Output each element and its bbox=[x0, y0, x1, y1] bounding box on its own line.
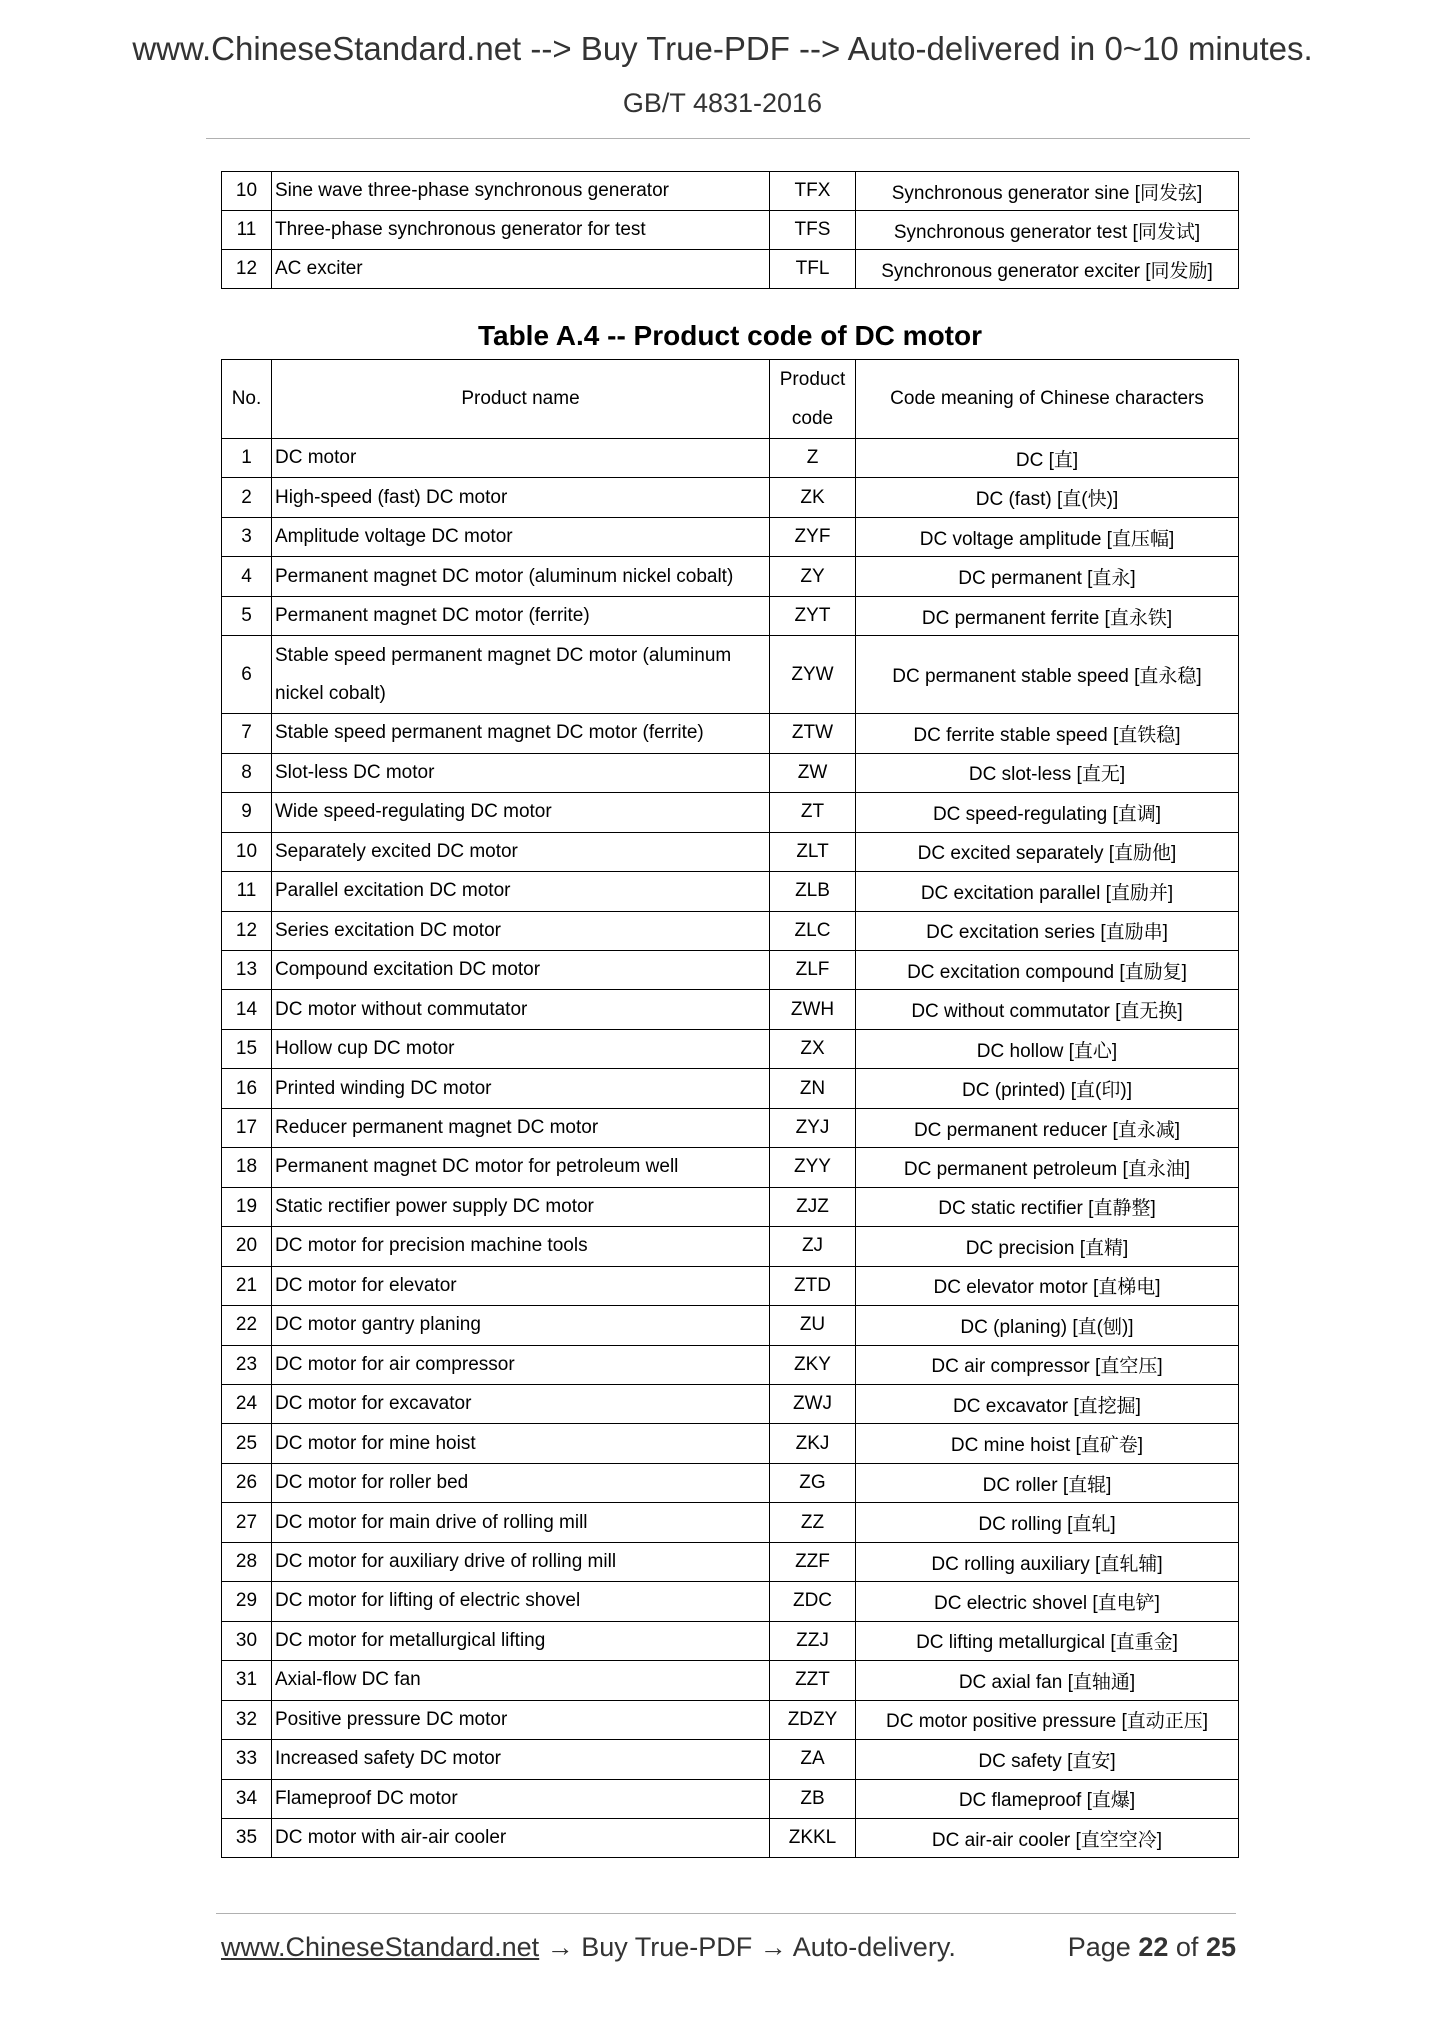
product-code: ZYF bbox=[770, 517, 856, 556]
code-meaning: DC [直] bbox=[856, 439, 1239, 478]
table-row bbox=[222, 832, 1239, 871]
product-name: DC motor for roller bed bbox=[272, 1463, 770, 1502]
standard-number: GB/T 4831-2016 bbox=[622, 88, 823, 118]
product-name: Axial-flow DC fan bbox=[272, 1661, 770, 1700]
table-row bbox=[222, 1384, 1239, 1423]
product-code: ZKKL bbox=[770, 1818, 856, 1857]
table-row bbox=[222, 1503, 1239, 1542]
header-banner: www.ChineseStandard.net --> Buy True-PDF --> Auto-delivered in 0~10 minutes. bbox=[132, 30, 1313, 67]
product-name: Permanent magnet DC motor (ferrite) bbox=[272, 596, 770, 635]
row-number: 21 bbox=[222, 1266, 272, 1305]
continuation-table bbox=[221, 171, 1239, 289]
product-code: ZWH bbox=[770, 990, 856, 1029]
product-code: ZU bbox=[770, 1306, 856, 1345]
product-code: ZYT bbox=[770, 596, 856, 635]
product-name: DC motor for auxiliary drive of rolling mill bbox=[272, 1542, 770, 1581]
table-row bbox=[222, 1818, 1239, 1857]
product-name: DC motor for metallurgical lifting bbox=[272, 1621, 770, 1660]
product-code: ZJZ bbox=[770, 1187, 856, 1226]
code-meaning: DC excitation series [直励串] bbox=[856, 911, 1239, 950]
code-meaning: DC rolling [直轧] bbox=[856, 1503, 1239, 1542]
row-number: 31 bbox=[222, 1661, 272, 1700]
product-code: TFL bbox=[770, 250, 856, 289]
row-number: 12 bbox=[222, 911, 272, 950]
code-meaning: DC roller [直辊] bbox=[856, 1463, 1239, 1502]
code-meaning: DC lifting metallurgical [直重金] bbox=[856, 1621, 1239, 1660]
table-row bbox=[222, 1542, 1239, 1581]
product-code: ZYY bbox=[770, 1148, 856, 1187]
product-code: ZN bbox=[770, 1069, 856, 1108]
product-name: AC exciter bbox=[272, 250, 770, 289]
code-meaning: DC voltage amplitude [直压幅] bbox=[856, 517, 1239, 556]
product-code: ZJ bbox=[770, 1227, 856, 1266]
row-number: 11 bbox=[222, 872, 272, 911]
row-number: 14 bbox=[222, 990, 272, 1029]
table-row bbox=[222, 557, 1239, 596]
table-row bbox=[222, 1108, 1239, 1147]
row-number: 22 bbox=[222, 1306, 272, 1345]
code-meaning: DC speed-regulating [直调] bbox=[856, 793, 1239, 832]
table-row bbox=[222, 1069, 1239, 1108]
row-number: 3 bbox=[222, 517, 272, 556]
code-meaning: DC (printed) [直(印)] bbox=[856, 1069, 1239, 1108]
footer-site-link[interactable]: www.ChineseStandard.net bbox=[221, 1932, 540, 1962]
code-meaning: DC axial fan [直轴通] bbox=[856, 1661, 1239, 1700]
product-code: ZDZY bbox=[770, 1700, 856, 1739]
footer-divider bbox=[216, 1913, 1236, 1914]
code-meaning: DC ferrite stable speed [直铁稳] bbox=[856, 714, 1239, 753]
table-row bbox=[222, 1621, 1239, 1660]
product-name: Hollow cup DC motor bbox=[272, 1029, 770, 1068]
table-row bbox=[222, 753, 1239, 792]
product-name: Static rectifier power supply DC motor bbox=[272, 1187, 770, 1226]
product-name: Stable speed permanent magnet DC motor (ferrite) bbox=[272, 714, 770, 753]
dc-motor-code-table bbox=[221, 359, 1239, 1858]
table-row bbox=[222, 1029, 1239, 1068]
table-row bbox=[222, 872, 1239, 911]
row-number: 35 bbox=[222, 1818, 272, 1857]
product-name: Reducer permanent magnet DC motor bbox=[272, 1108, 770, 1147]
table-row bbox=[222, 1227, 1239, 1266]
table-row bbox=[222, 950, 1239, 989]
product-name: DC motor for elevator bbox=[272, 1266, 770, 1305]
row-number: 13 bbox=[222, 950, 272, 989]
header-product-code-line2: code bbox=[791, 408, 834, 429]
page-of: of bbox=[1175, 1932, 1199, 1962]
code-meaning: DC (planing) [直(刨)] bbox=[856, 1306, 1239, 1345]
row-number: 10 bbox=[222, 832, 272, 871]
footer bbox=[221, 1932, 1236, 1963]
product-name: Three-phase synchronous generator for test bbox=[272, 211, 770, 250]
code-meaning: DC excitation parallel [直励并] bbox=[856, 872, 1239, 911]
code-meaning: DC permanent stable speed [直永稳] bbox=[856, 636, 1239, 714]
header-product-code-line1: Product bbox=[779, 369, 846, 390]
table-row bbox=[222, 1345, 1239, 1384]
product-code: ZB bbox=[770, 1779, 856, 1818]
table-row bbox=[222, 250, 1239, 289]
code-meaning: DC rolling auxiliary [直轧辅] bbox=[856, 1542, 1239, 1581]
code-meaning: DC air-air cooler [直空空冷] bbox=[856, 1818, 1239, 1857]
row-number: 15 bbox=[222, 1029, 272, 1068]
table-row bbox=[222, 172, 1239, 211]
table-row bbox=[222, 1700, 1239, 1739]
header-code-meaning: Code meaning of Chinese characters bbox=[856, 360, 1239, 439]
product-name: DC motor for main drive of rolling mill bbox=[272, 1503, 770, 1542]
product-name: Amplitude voltage DC motor bbox=[272, 517, 770, 556]
table-row bbox=[222, 1148, 1239, 1187]
table-row bbox=[222, 636, 1239, 714]
table-row bbox=[222, 596, 1239, 635]
product-name: Sine wave three-phase synchronous generator bbox=[272, 172, 770, 211]
table-row bbox=[222, 1779, 1239, 1818]
code-meaning: Synchronous generator sine [同发弦] bbox=[856, 172, 1239, 211]
code-meaning: DC motor positive pressure [直动正压] bbox=[856, 1700, 1239, 1739]
product-name: Positive pressure DC motor bbox=[272, 1700, 770, 1739]
row-number: 20 bbox=[222, 1227, 272, 1266]
table-header-row bbox=[222, 360, 1239, 439]
product-code: ZZJ bbox=[770, 1621, 856, 1660]
row-number: 33 bbox=[222, 1740, 272, 1779]
product-code: ZG bbox=[770, 1463, 856, 1502]
row-number: 7 bbox=[222, 714, 272, 753]
header-product-name: Product name bbox=[272, 360, 770, 439]
row-number: 19 bbox=[222, 1187, 272, 1226]
product-name: Printed winding DC motor bbox=[272, 1069, 770, 1108]
code-meaning: DC permanent [直永] bbox=[856, 557, 1239, 596]
code-meaning: DC excited separately [直励他] bbox=[856, 832, 1239, 871]
product-name: Wide speed-regulating DC motor bbox=[272, 793, 770, 832]
product-code: ZKY bbox=[770, 1345, 856, 1384]
code-meaning: DC permanent reducer [直永减] bbox=[856, 1108, 1239, 1147]
row-number: 6 bbox=[222, 636, 272, 714]
product-code: ZTD bbox=[770, 1266, 856, 1305]
code-meaning: Synchronous generator exciter [同发励] bbox=[856, 250, 1239, 289]
product-code: TFS bbox=[770, 211, 856, 250]
product-name: Parallel excitation DC motor bbox=[272, 872, 770, 911]
table-row bbox=[222, 1582, 1239, 1621]
product-name: DC motor bbox=[272, 439, 770, 478]
table-row bbox=[222, 439, 1239, 478]
product-code: ZK bbox=[770, 478, 856, 517]
product-name: Separately excited DC motor bbox=[272, 832, 770, 871]
table-row bbox=[222, 1424, 1239, 1463]
row-number: 10 bbox=[222, 172, 272, 211]
product-code: ZLT bbox=[770, 832, 856, 871]
row-number: 32 bbox=[222, 1700, 272, 1739]
table-row bbox=[222, 1661, 1239, 1700]
product-name: DC motor for excavator bbox=[272, 1384, 770, 1423]
table-row bbox=[222, 517, 1239, 556]
row-number: 34 bbox=[222, 1779, 272, 1818]
product-code: ZYJ bbox=[770, 1108, 856, 1147]
code-meaning: DC hollow [直心] bbox=[856, 1029, 1239, 1068]
table-row bbox=[222, 714, 1239, 753]
table-title: Table A.4 -- Product code of DC motor bbox=[477, 320, 982, 351]
product-code: ZLC bbox=[770, 911, 856, 950]
code-meaning: DC precision [直精] bbox=[856, 1227, 1239, 1266]
row-number: 29 bbox=[222, 1582, 272, 1621]
product-code: ZLF bbox=[770, 950, 856, 989]
table-row bbox=[222, 1187, 1239, 1226]
row-number: 17 bbox=[222, 1108, 272, 1147]
table-row bbox=[222, 911, 1239, 950]
product-code: ZW bbox=[770, 753, 856, 792]
row-number: 24 bbox=[222, 1384, 272, 1423]
code-meaning: DC electric shovel [直电铲] bbox=[856, 1582, 1239, 1621]
product-name: Increased safety DC motor bbox=[272, 1740, 770, 1779]
product-code: ZWJ bbox=[770, 1384, 856, 1423]
product-code: ZY bbox=[770, 557, 856, 596]
table-row bbox=[222, 793, 1239, 832]
product-code: ZT bbox=[770, 793, 856, 832]
code-meaning: Synchronous generator test [同发试] bbox=[856, 211, 1239, 250]
code-meaning: DC without commutator [直无换] bbox=[856, 990, 1239, 1029]
code-meaning: DC air compressor [直空压] bbox=[856, 1345, 1239, 1384]
header-divider bbox=[206, 138, 1250, 139]
code-meaning: DC (fast) [直(快)] bbox=[856, 478, 1239, 517]
product-name: DC motor for lifting of electric shovel bbox=[272, 1582, 770, 1621]
code-meaning: DC flameproof [直爆] bbox=[856, 1779, 1239, 1818]
table-row bbox=[222, 478, 1239, 517]
page-current: 22 bbox=[1138, 1932, 1169, 1962]
product-name: DC motor for precision machine tools bbox=[272, 1227, 770, 1266]
row-number: 28 bbox=[222, 1542, 272, 1581]
row-number: 16 bbox=[222, 1069, 272, 1108]
product-code: ZZF bbox=[770, 1542, 856, 1581]
row-number: 23 bbox=[222, 1345, 272, 1384]
row-number: 4 bbox=[222, 557, 272, 596]
footer-tagline: → Buy True-PDF → Auto-delivery. bbox=[539, 1932, 956, 1962]
table-row bbox=[222, 1740, 1239, 1779]
page-label: Page bbox=[1067, 1932, 1131, 1962]
product-name: DC motor without commutator bbox=[272, 990, 770, 1029]
product-name: DC motor gantry planing bbox=[272, 1306, 770, 1345]
row-number: 25 bbox=[222, 1424, 272, 1463]
row-number: 5 bbox=[222, 596, 272, 635]
product-name: DC motor for air compressor bbox=[272, 1345, 770, 1384]
product-code: ZDC bbox=[770, 1582, 856, 1621]
product-code: Z bbox=[770, 439, 856, 478]
code-meaning: DC excavator [直挖掘] bbox=[856, 1384, 1239, 1423]
table-row bbox=[222, 211, 1239, 250]
row-number: 1 bbox=[222, 439, 272, 478]
product-code: ZZT bbox=[770, 1661, 856, 1700]
page-total: 25 bbox=[1205, 1932, 1236, 1962]
product-name: Compound excitation DC motor bbox=[272, 950, 770, 989]
row-number: 27 bbox=[222, 1503, 272, 1542]
product-name: Permanent magnet DC motor for petroleum well bbox=[272, 1148, 770, 1187]
row-number: 11 bbox=[222, 211, 272, 250]
code-meaning: DC mine hoist [直矿卷] bbox=[856, 1424, 1239, 1463]
code-meaning: DC safety [直安] bbox=[856, 1740, 1239, 1779]
product-name: Stable speed permanent magnet DC motor (aluminum nickel cobalt) bbox=[272, 636, 770, 714]
table-row bbox=[222, 1463, 1239, 1502]
product-name: DC motor for mine hoist bbox=[272, 1424, 770, 1463]
row-number: 26 bbox=[222, 1463, 272, 1502]
table-row bbox=[222, 1306, 1239, 1345]
product-name: Series excitation DC motor bbox=[272, 911, 770, 950]
code-meaning: DC permanent petroleum [直永油] bbox=[856, 1148, 1239, 1187]
product-code: ZTW bbox=[770, 714, 856, 753]
header-product-code bbox=[770, 360, 856, 439]
row-number: 9 bbox=[222, 793, 272, 832]
product-code: ZKJ bbox=[770, 1424, 856, 1463]
row-number: 12 bbox=[222, 250, 272, 289]
code-meaning: DC permanent ferrite [直永铁] bbox=[856, 596, 1239, 635]
product-code: ZYW bbox=[770, 636, 856, 714]
header-no: No. bbox=[222, 360, 272, 439]
product-name: Permanent magnet DC motor (aluminum nickel cobalt) bbox=[272, 557, 770, 596]
row-number: 30 bbox=[222, 1621, 272, 1660]
code-meaning: DC slot-less [直无] bbox=[856, 753, 1239, 792]
row-number: 8 bbox=[222, 753, 272, 792]
product-name: High-speed (fast) DC motor bbox=[272, 478, 770, 517]
product-code: TFX bbox=[770, 172, 856, 211]
product-code: ZZ bbox=[770, 1503, 856, 1542]
page-indicator bbox=[1068, 1932, 1236, 1963]
code-meaning: DC elevator motor [直梯电] bbox=[856, 1266, 1239, 1305]
product-name: DC motor with air-air cooler bbox=[272, 1818, 770, 1857]
table-row bbox=[222, 1266, 1239, 1305]
code-meaning: DC excitation compound [直励复] bbox=[856, 950, 1239, 989]
table-row bbox=[222, 990, 1239, 1029]
code-meaning: DC static rectifier [直静整] bbox=[856, 1187, 1239, 1226]
product-name: Flameproof DC motor bbox=[272, 1779, 770, 1818]
row-number: 2 bbox=[222, 478, 272, 517]
product-code: ZLB bbox=[770, 872, 856, 911]
product-name: Slot-less DC motor bbox=[272, 753, 770, 792]
row-number: 18 bbox=[222, 1148, 272, 1187]
product-code: ZX bbox=[770, 1029, 856, 1068]
product-code: ZA bbox=[770, 1740, 856, 1779]
